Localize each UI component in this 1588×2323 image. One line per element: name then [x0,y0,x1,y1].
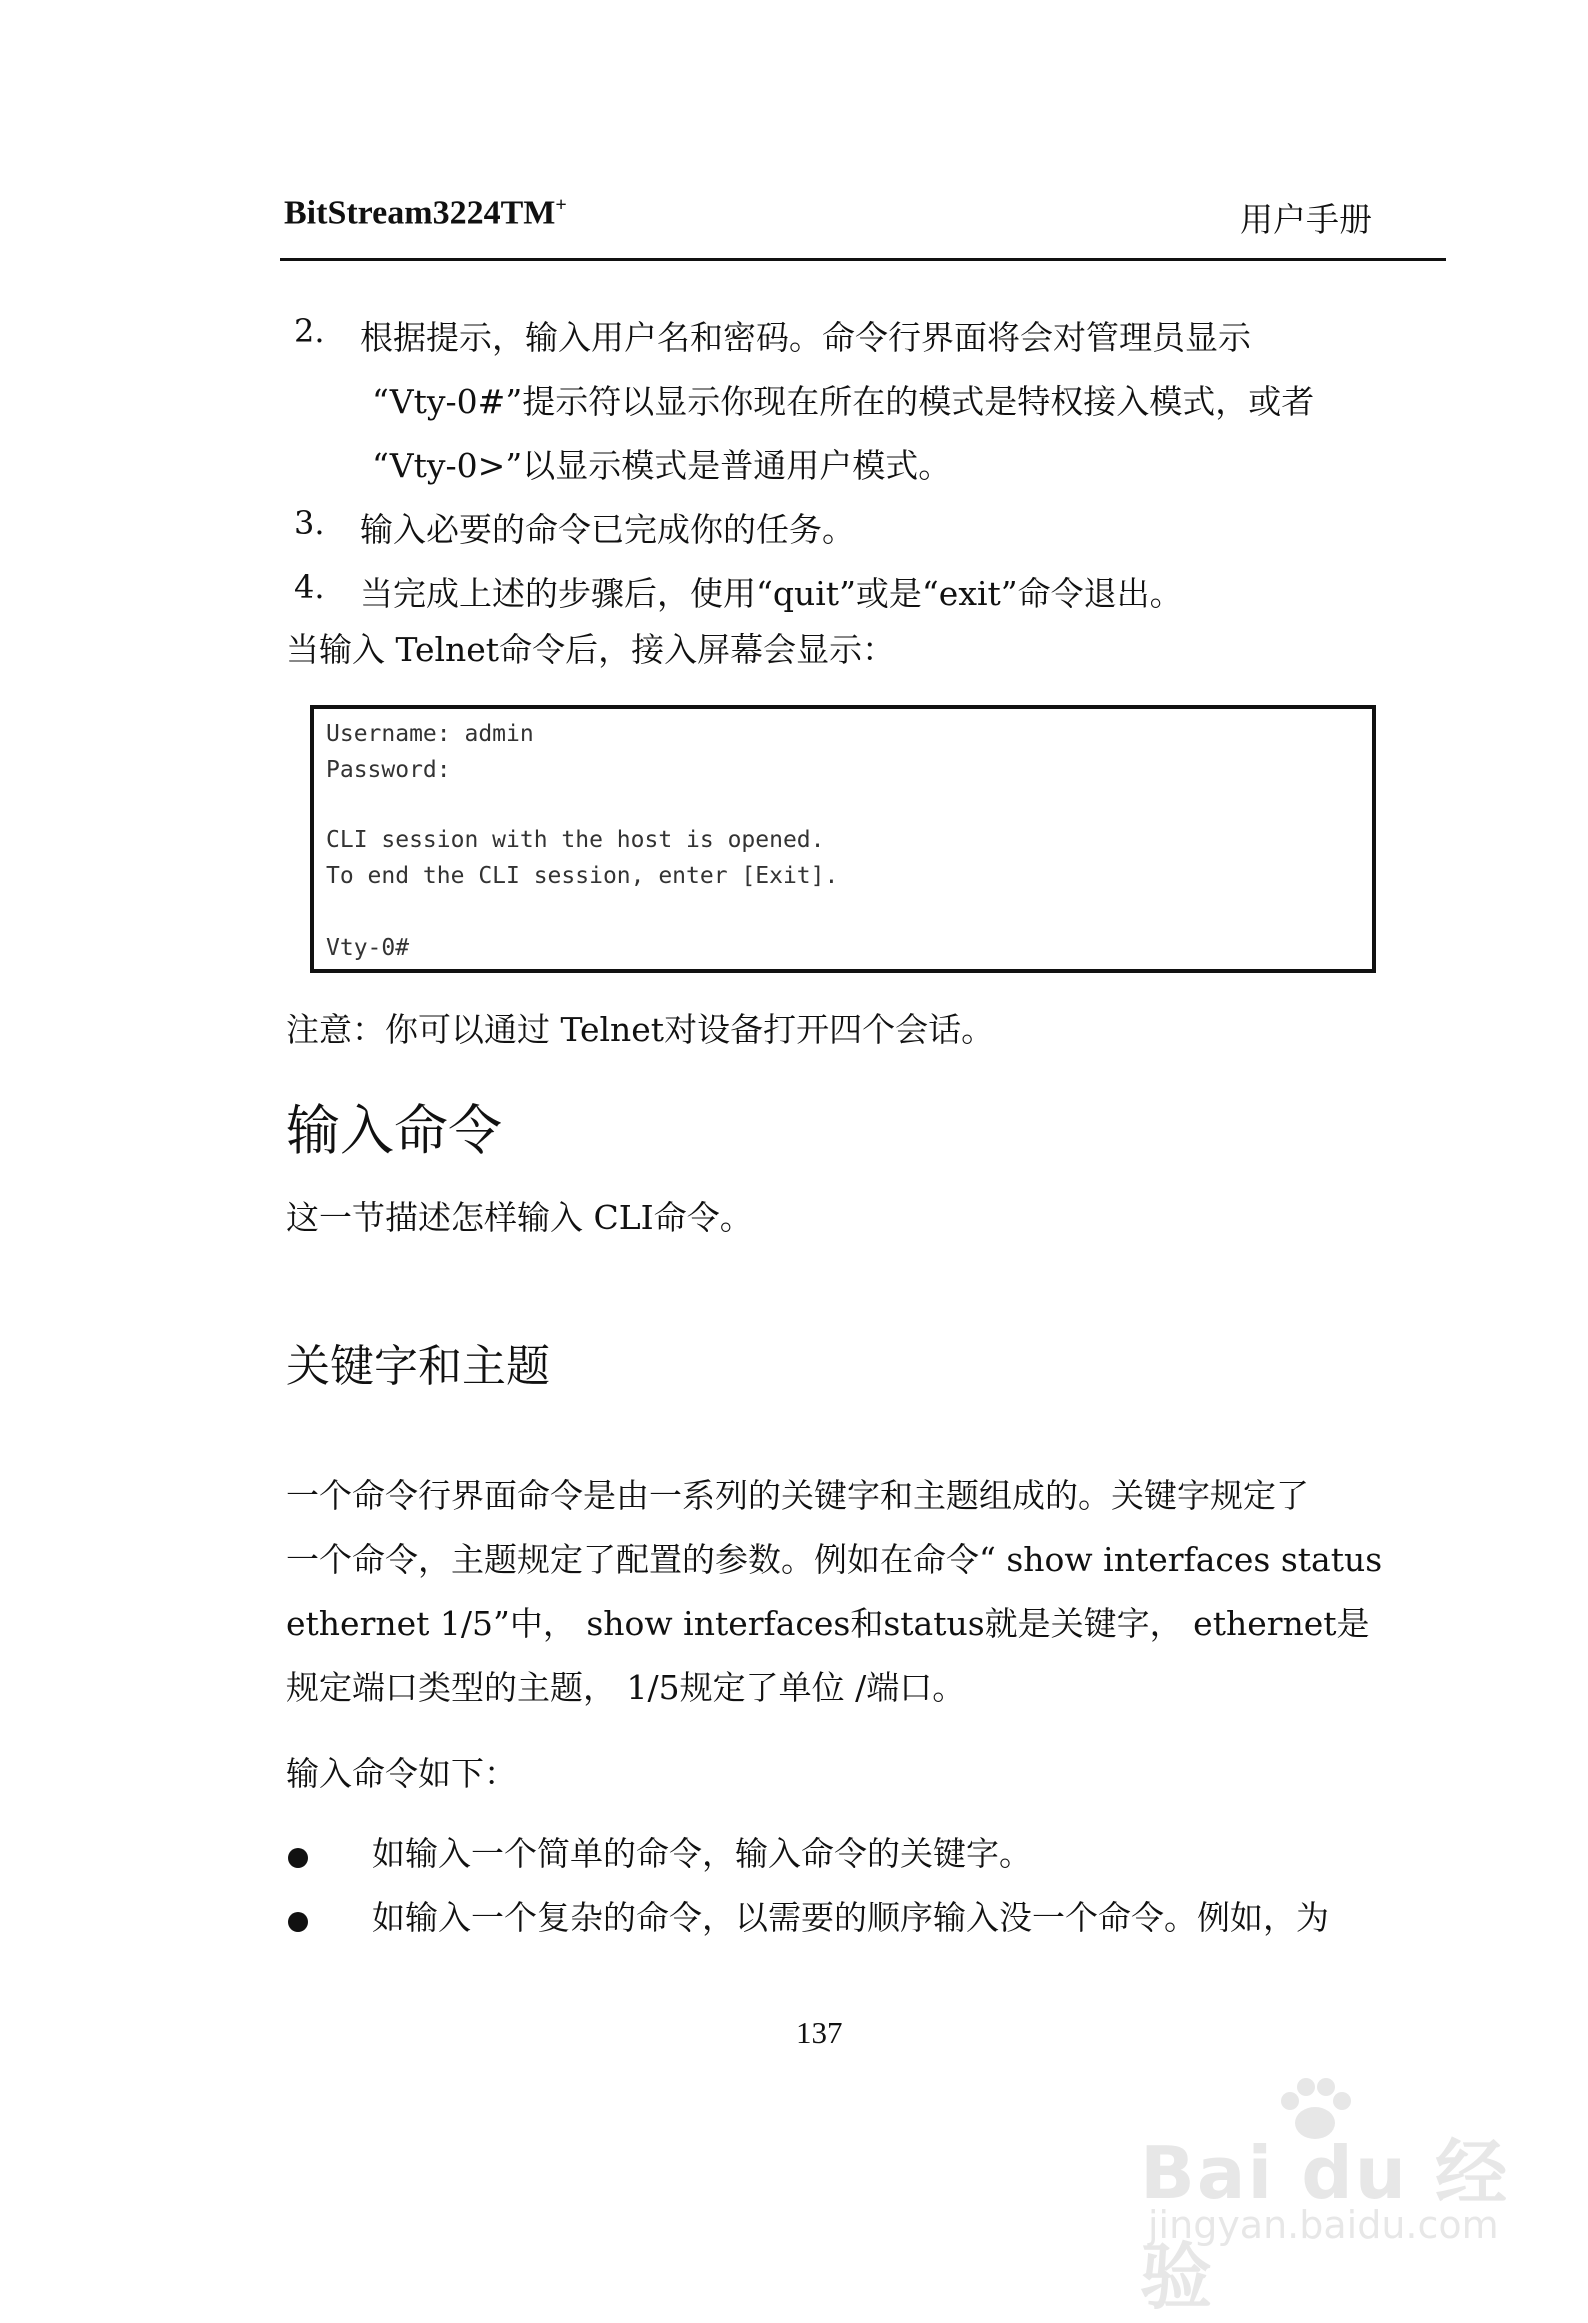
step-number: 2. [294,312,325,350]
step-text-continued: “Vty-0#”提示符以显示你现在所在的模式是特权接入模式，或者 [372,382,1315,421]
paragraph-line: 一个命令行界面命令是由一系列的关键字和主题组成的。关键字规定了 [286,1476,1309,1515]
step-text: 当完成上述的步骤后，使用“quit”或是“exit”命令退出。 [360,574,1183,613]
paragraph-line: 一个命令，主题规定了配置的参数。例如在命令“ show interfaces status [286,1540,1383,1579]
note-text: 注意：你可以通过 Telnet对设备打开四个会话。 [286,1010,995,1049]
input-intro: 输入命令如下： [286,1754,517,1793]
header-divider [280,258,1446,261]
section-heading: 输入命令 [286,1099,502,1162]
paragraph-line: ethernet 1/5”中， show interfaces和status就是关键字， ethernet是 [286,1604,1370,1643]
bullet-text: 如输入一个复杂的命令，以需要的顺序输入没一个命令。例如，为 [372,1898,1329,1937]
bullet-text: 如输入一个简单的命令，输入命令的关键字。 [372,1834,1032,1873]
page-number: 137 [796,2015,843,2050]
terminal-line: Password: [326,757,451,783]
paragraph-line: 规定端口类型的主题， 1/5规定了单位 /端口。 [286,1668,966,1707]
terminal-screen [310,705,1376,973]
document-title-text: BitStream3224TM [284,194,556,232]
terminal-line: Vty-0# [326,935,410,961]
step-text: 输入必要的命令已完成你的任务。 [360,510,855,549]
subsection-heading: 关键字和主题 [286,1341,550,1392]
document-type: 用户手册 [1240,200,1372,239]
bullet-dot [288,1848,308,1868]
document-title [284,194,567,232]
terminal-line: CLI session with the host is opened. [326,827,825,853]
terminal-line: Username: admin [326,721,534,747]
watermark-brand: Bai du 经验 [1140,2131,1510,2319]
step-text: 根据提示，输入用户名和密码。命令行界面将会对管理员显示 [360,318,1251,357]
page-header [284,186,1450,266]
watermark-url: jingyan.baidu.com [1148,2203,1499,2247]
step-text-continued: “Vty-0>”以显示模式是普通用户模式。 [372,446,952,485]
bullet-dot [288,1912,308,1932]
document-title-superscript: + [555,194,567,216]
step-number: 3. [294,504,325,542]
terminal-line: To end the CLI session, enter [Exit]. [326,863,839,889]
section-description: 这一节描述怎样输入 CLI命令。 [286,1198,753,1237]
step-number: 4. [294,568,325,606]
telnet-intro: 当输入 Telnet命令后，接入屏幕会显示： [286,630,896,669]
baidu-watermark [1130,2075,1550,2319]
